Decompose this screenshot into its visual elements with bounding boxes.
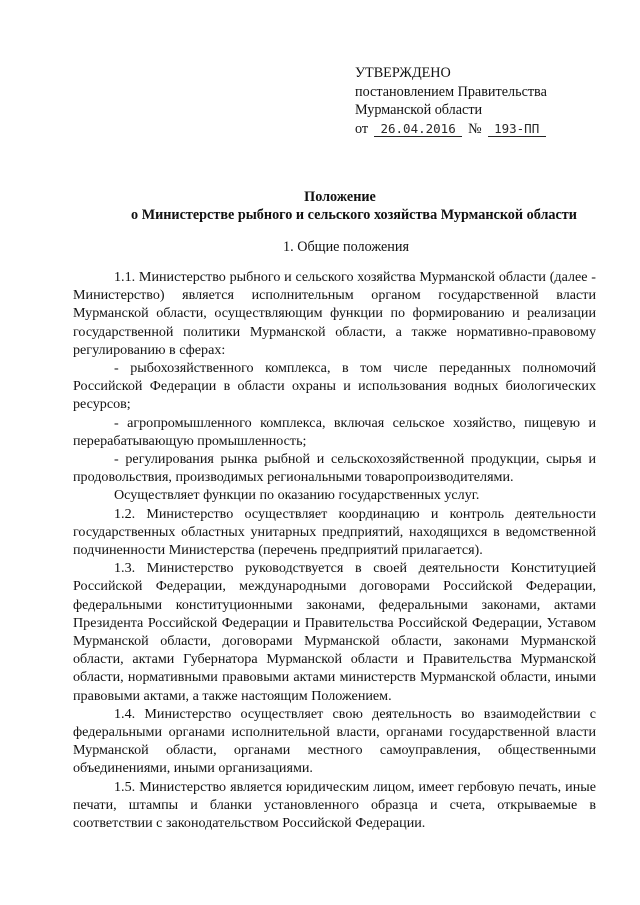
list-item-market: - регулирования рынка рыбной и сельскохозяйственной продукции, сырья и продовольствия, производимых региональными товаропроизводителями.	[73, 451, 596, 486]
approval-number-label: №	[468, 120, 482, 137]
paragraph-1-1: 1.1. Министерство рыбного и сельского хозяйства Мурманской области (далее - Министерство) является исполнительным органом государственной власти Мурманской области, осуществляющим функции по формированию и реализации государственной политики Мурманской области, а также нормативно-правовому регулированию в сферах:	[73, 269, 596, 358]
paragraph-services: Осуществляет функции по оказанию государственных услуг.	[114, 487, 480, 504]
document-title: Положение	[304, 189, 376, 205]
approval-stamp-block	[355, 64, 547, 138]
paragraph-1-2: 1.2. Министерство осуществляет координацию и контроль деятельности государственных областных унитарных предприятий, находящихся в ведомственной подчиненности Министерства (перечень предприятий прилагается).	[73, 505, 596, 559]
paragraph-1-3: 1.3. Министерство руководствуется в своей деятельности Конституцией Российской Федерации, международными договорами Российской Федерации, федеральными конституционными законами, федеральными законами, актами Президента Российской Федерации и Правительства Российской Федерации, Уставом Мурманской области, договорами Мурманской области, законами Мурманской области, актами Губернатора Мурманской области и Правительства Мурманской области, нормативными правовыми актами министерств Мурманской области, иными правовыми актами, а также настоящим Положением.	[73, 560, 596, 704]
paragraph-1-4: 1.4. Министерство осуществляет свою деятельность во взаимодействии с федеральными органами исполнительной власти, органами государственной власти Мурманской области, органами местного самоуправления, общественными объединениями, иными организациями.	[73, 705, 596, 777]
section-heading: 1. Общие положения	[283, 239, 409, 255]
approval-line-2: Мурманской области	[355, 102, 483, 118]
paragraph-1-5: 1.5. Министерство является юридическим лицом, имеет гербовую печать, иные печати, штампы и бланки установленного образца и счета, открываемые в соответствии с законодательством Российской Федерации.	[73, 778, 596, 832]
approval-number: 193-ПП	[488, 121, 546, 137]
approval-heading: УТВЕРЖДЕНО	[355, 65, 451, 81]
approval-line-1: постановлением Правительства	[355, 83, 547, 100]
list-item-fishery: - рыбохозяйственного комплекса, в том числе переданных полномочий Российской Федерации в области охраны и использования водных биологических ресурсов;	[73, 360, 596, 413]
list-item-agro: - агропромышленного комплекса, включая сельское хозяйство, пищевую и перерабатывающую промышленность;	[73, 414, 596, 449]
approval-date: 26.04.2016	[374, 121, 462, 137]
document-subtitle: о Министерстве рыбного и сельского хозяйства Мурманской области	[131, 207, 577, 223]
approval-date-line	[355, 120, 547, 139]
approval-from-label: от	[355, 120, 369, 137]
document-body	[73, 268, 596, 832]
